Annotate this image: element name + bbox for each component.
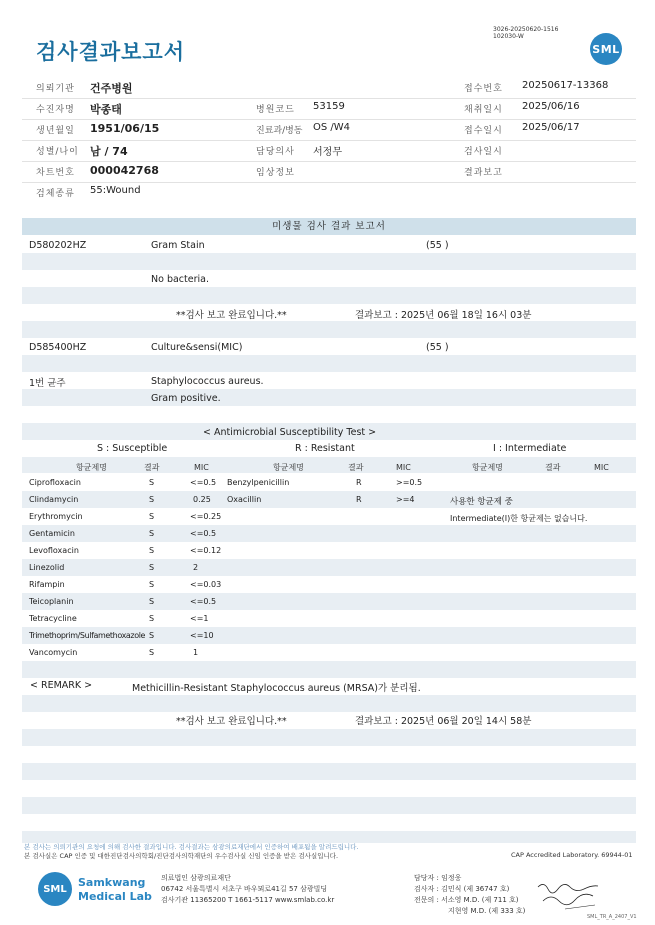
signature-image [535, 879, 605, 913]
receipt-date-label: 접수일시 [464, 126, 503, 136]
culture-code: D585400HZ [29, 342, 87, 353]
report-complete-2: **검사 보고 완료입니다.** [176, 716, 287, 727]
stripe [22, 389, 636, 406]
col-drug-3: 항균제명 [472, 463, 503, 472]
remark-label: < REMARK > [30, 680, 93, 691]
gram-result: No bacteria. [151, 274, 209, 285]
sex-age-value: 남 / 74 [90, 145, 128, 158]
header-row-2 [22, 99, 636, 120]
stripe [22, 491, 636, 508]
patient-info-header [22, 78, 636, 204]
note-line-1: 사용한 항균제 중 [450, 497, 513, 507]
ast-drug-name: Vancomycin [29, 648, 78, 657]
ast-result: S [149, 495, 155, 504]
gram-positive: Gram positive. [151, 393, 221, 404]
ast-result: S [149, 563, 155, 572]
ast-mic: 0.25 [193, 495, 211, 504]
ast-title: < Antimicrobial Susceptibility Test > [203, 427, 377, 438]
doctor-value: 서정무 [313, 147, 342, 158]
ast-drug-name: Linezolid [29, 563, 65, 572]
footer-notice-2: 본 검사실은 CAP 인증 및 대한진단검사의학회/진단검사의학재단의 우수검사실 신임 인증을 받은 검사실입니다. [24, 852, 339, 860]
specimen-label: 검체종류 [36, 189, 75, 199]
stripe [22, 559, 636, 576]
staff-specialist-1: 전문의 : 서소영 M.D. (제 711 호) [414, 896, 519, 904]
stripe [22, 593, 636, 610]
culture-test-name: Culture&sensi(MIC) [151, 342, 243, 353]
institution-label: 의뢰기관 [36, 84, 75, 94]
ast-result: S [149, 580, 155, 589]
header-row-1 [22, 78, 636, 99]
stripe [22, 525, 636, 542]
ast-result: S [149, 631, 155, 640]
ast-result: R [356, 495, 362, 504]
stripe [22, 661, 636, 678]
ast-mic: 2 [193, 563, 199, 572]
specimen-value: 55:Wound [90, 185, 141, 196]
header-row-5 [22, 162, 636, 183]
col-drug-1: 항균제명 [76, 463, 107, 472]
cap-accreditation: CAP Accredited Laboratory. 69944-01 [511, 851, 633, 859]
gram-specimen: (55 ) [426, 240, 449, 251]
ast-drug-name: Teicoplanin [29, 597, 74, 606]
sml-footer-logo-icon [38, 872, 72, 906]
ast-result: S [149, 614, 155, 623]
ast-result: S [149, 597, 155, 606]
organism-name: Staphylococcus aureus. [151, 376, 264, 387]
clinical-label: 임상정보 [256, 168, 295, 178]
collect-date-label: 채취일시 [464, 105, 503, 115]
logo-text: SML [592, 42, 620, 56]
patient-label: 수진자명 [36, 105, 75, 115]
ast-drug-name: Benzylpenicillin [227, 478, 290, 487]
staff-manager: 담당자 : 임정웅 [414, 874, 462, 882]
form-code: SML_TR_A_2407_V1 [587, 914, 637, 920]
ast-mic: <=10 [190, 631, 214, 640]
stripe [22, 797, 636, 814]
ast-drug-name: Tetracycline [29, 614, 77, 623]
ast-result: S [149, 648, 155, 657]
org-name: 의료법인 삼광의료재단 [161, 874, 231, 882]
stripe [22, 355, 636, 372]
dept-value: OS /W4 [313, 122, 351, 133]
note-line-2: Intermediate(I)한 항균제는 없습니다. [450, 514, 588, 523]
ast-drug-name: Rifampin [29, 580, 65, 589]
dob-label: 생년월일 [36, 126, 75, 136]
ast-drug-name: Trimethoprim/Sulfamethoxazole [29, 631, 146, 640]
ast-mic: <=0.5 [190, 529, 217, 538]
ast-drug-name: Levofloxacin [29, 546, 79, 555]
stripe [22, 457, 636, 473]
doc-number [493, 26, 558, 40]
col-result-1: 결과 [144, 463, 160, 472]
col-mic-2: MIC [396, 463, 411, 472]
report-time-2: 결과보고 : 2025년 06월 20일 14시 58분 [355, 716, 532, 727]
doc-number-line1: 3026-20250620-1516 [493, 26, 559, 33]
col-drug-2: 항균제명 [273, 463, 304, 472]
dob-value: 1951/06/15 [90, 122, 160, 135]
stripe [22, 321, 636, 338]
ast-mic: <=1 [190, 614, 209, 623]
dept-label: 진료과/병동 [256, 126, 303, 136]
stripe [22, 287, 636, 304]
test-date-label: 검사일시 [464, 147, 503, 157]
header-row-6 [22, 183, 636, 203]
ast-result: S [149, 478, 155, 487]
ast-result: S [149, 529, 155, 538]
patient-value: 박종태 [90, 103, 122, 116]
legend-intermediate: I : Intermediate [493, 443, 567, 454]
gram-test-name: Gram Stain [151, 240, 205, 251]
ast-drug-name: Oxacillin [227, 495, 262, 504]
hospital-code-value: 53159 [313, 101, 345, 112]
report-title: 검사결과보고서 [36, 40, 186, 64]
doc-number-line2: 102030-W [493, 33, 524, 40]
header-row-4 [22, 141, 636, 162]
ast-mic: <=0.12 [190, 546, 222, 555]
col-mic-3: MIC [594, 463, 609, 472]
ast-result: R [356, 478, 362, 487]
staff-specialist-2: 지현영 M.D. (제 333 호) [448, 907, 526, 915]
collect-date-value: 2025/06/16 [522, 101, 580, 112]
hospital-code-label: 병원코드 [256, 105, 295, 115]
header-row-3 [22, 120, 636, 141]
report-time-1: 결과보고 : 2025년 06월 18일 16시 03분 [355, 310, 532, 321]
stripe [22, 729, 636, 746]
ast-mic: <=0.5 [190, 597, 217, 606]
sex-age-label: 성별/나이 [36, 147, 79, 157]
report-complete-1: **검사 보고 완료입니다.** [176, 310, 287, 321]
receipt-no-value: 20250617-13368 [522, 80, 609, 91]
chart-no-value: 000042768 [90, 164, 159, 177]
result-report-label: 결과보고 [464, 168, 503, 178]
col-result-2: 결과 [348, 463, 364, 472]
ast-mic: <=0.03 [190, 580, 222, 589]
ast-mic: >=0.5 [396, 478, 423, 487]
footer-notice-1: 본 검사는 의뢰기관의 요청에 의해 검사한 결과입니다. 검사결과는 삼광의료재단에서 인증하여 배포됨을 알려드립니다. [24, 843, 359, 851]
legend-resistant: R : Resistant [295, 443, 355, 454]
org-contact: 검사기관 11365200 T 1661-5117 www.smlab.co.kr [161, 896, 335, 904]
legend-susceptible: S : Susceptible [97, 443, 168, 454]
ast-result: S [149, 546, 155, 555]
ast-drug-name: Ciprofloxacin [29, 478, 81, 487]
gram-code: D580202HZ [29, 240, 87, 251]
ast-mic: <=0.5 [190, 478, 217, 487]
receipt-no-label: 접수번호 [464, 84, 503, 94]
organism-label: 1번 균주 [29, 378, 66, 389]
ast-drug-name: Gentamicin [29, 529, 75, 538]
institution-value: 건주병원 [90, 82, 133, 95]
brand-line-1: Samkwang [78, 876, 146, 889]
stripe [22, 763, 636, 780]
stripe [22, 695, 636, 712]
col-result-3: 결과 [545, 463, 561, 472]
receipt-date-value: 2025/06/17 [522, 122, 580, 133]
ast-drug-name: Clindamycin [29, 495, 79, 504]
org-address: 06742 서울특별시 서초구 바우뫼로41길 57 삼광빌딩 [161, 885, 328, 893]
ast-drug-name: Erythromycin [29, 512, 83, 521]
ast-mic: <=0.25 [190, 512, 222, 521]
doctor-label: 담당의사 [256, 147, 295, 157]
remark-text: Methicillin-Resistant Staphylococcus aureus (MRSA)가 분리됨. [132, 683, 421, 694]
ast-mic: 1 [193, 648, 199, 657]
brand-line-2: Medical Lab [78, 890, 152, 903]
stripe [22, 253, 636, 270]
sml-logo-icon [590, 33, 622, 65]
staff-tester: 검사자 : 김민식 (제 36747 호) [414, 885, 510, 893]
micro-section-title: 미생물 검사 결과 보고서 [22, 218, 636, 235]
ast-mic: >=4 [396, 495, 415, 504]
culture-specimen: (55 ) [426, 342, 449, 353]
col-mic-1: MIC [194, 463, 209, 472]
footer-logo-text: SML [43, 883, 67, 895]
chart-no-label: 차트번호 [36, 168, 75, 178]
ast-result: S [149, 512, 155, 521]
